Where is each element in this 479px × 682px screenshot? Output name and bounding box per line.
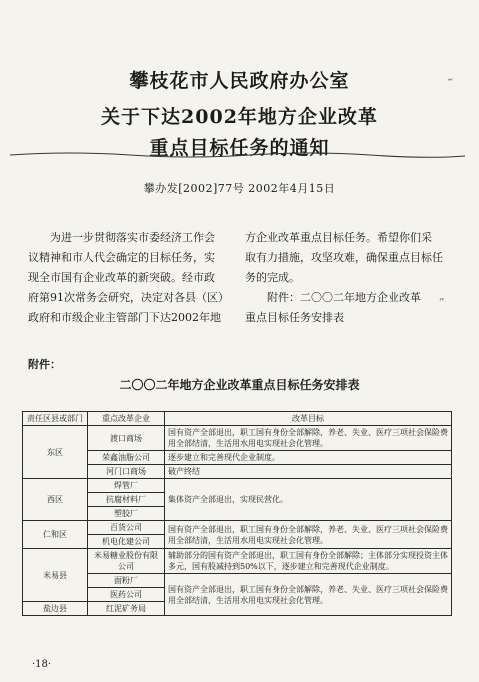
body-right-column bbox=[245, 228, 455, 328]
goal-cell: 破产终结 bbox=[165, 465, 452, 479]
enterprise-cell: 抗腐材料厂 bbox=[88, 493, 165, 507]
table-row bbox=[23, 574, 452, 588]
table-header: 责任区县或部门 bbox=[23, 412, 88, 426]
table-header: 重点改革企业 bbox=[88, 412, 165, 426]
title-divider bbox=[10, 149, 465, 161]
scan-mark: ˜ bbox=[447, 78, 454, 93]
attachment-line: 附件：二〇〇二年地方企业改革 bbox=[267, 291, 421, 304]
goal-cell: 辅助部分的国有资产全部退出，职工国有身份全部解除；主体部分实现投资主体多元，国有股减持到50%以下，逐步建立和完善现代企业制度。 bbox=[165, 549, 452, 574]
enterprise-cell: 机电化建公司 bbox=[88, 535, 165, 549]
table-row bbox=[23, 426, 452, 451]
body-line: 取有力措施，攻坚攻难，确保重点目标任 bbox=[245, 251, 443, 264]
goal-cell: 国有资产全部退出，职工国有身份全部解除，养老、失业、医疗三项社会保险费用全部结清，生活用水用电实现社会化管理。 bbox=[165, 574, 452, 616]
dept-cell: 东区 bbox=[23, 426, 88, 479]
goal-cell: 国有资产全部退出，职工国有身份全部解除，养老、失业、医疗三项社会保险费用全部结清，生活用水用电实现社会化管理。 bbox=[165, 426, 452, 451]
goal-cell: 逐步建立和完善现代企业制度。 bbox=[165, 451, 452, 465]
enterprise-cell: 渡口商场 bbox=[88, 426, 165, 451]
dept-cell: 米易县 bbox=[23, 549, 88, 602]
scan-mark: ˙ bbox=[448, 474, 455, 489]
attachment-line: 重点目标任务安排表 bbox=[245, 311, 344, 324]
document-title-line2: 关于下达2002年地方企业改革 bbox=[101, 106, 378, 128]
document-title-line1: 攀枝花市人民政府办公室 bbox=[129, 70, 350, 92]
goal-cell: 国有资产全部退出，职工国有身份全部解除，养老、失业、医疗三项社会保险费用全部结清，生活用水用电实现社会化管理。 bbox=[165, 521, 452, 549]
enterprise-cell: 医药公司 bbox=[88, 588, 165, 602]
scan-mark: ˝ bbox=[438, 298, 445, 313]
body-line: 务的完成。 bbox=[245, 271, 300, 284]
page-number: ·18· bbox=[32, 659, 52, 670]
table-row bbox=[23, 521, 452, 535]
document-number: 攀办发[2002]77号 2002年4月15日 bbox=[143, 182, 336, 195]
table-header-row bbox=[23, 412, 452, 426]
body-line: 为进一步贯彻落实市委经济工作会 bbox=[50, 231, 215, 244]
enterprise-cell: 河门口商场 bbox=[88, 465, 165, 479]
body-line: 府第91次常务会研究，决定对各县（区） bbox=[28, 291, 229, 304]
document-title-line3: 重点目标任务的通知 bbox=[149, 137, 330, 159]
goal-cell: 集体资产全部退出，实现民营化。 bbox=[165, 479, 452, 521]
table-row bbox=[23, 465, 452, 479]
enterprise-cell: 面粉厂 bbox=[88, 574, 165, 588]
task-table bbox=[22, 411, 452, 616]
body-line: 议精神和市人代会确定的目标任务，实 bbox=[28, 251, 215, 264]
body-left-column bbox=[28, 228, 233, 328]
enterprise-cell: 塑胶厂 bbox=[88, 507, 165, 521]
annex-label: 附件： bbox=[28, 358, 61, 371]
table-row bbox=[23, 479, 452, 493]
body-line: 政府和市级企业主管部门下达2002年地 bbox=[28, 311, 221, 324]
enterprise-cell: 百货公司 bbox=[88, 521, 165, 535]
dept-cell: 西区 bbox=[23, 479, 88, 521]
enterprise-cell: 红泥矿务局 bbox=[88, 602, 165, 616]
dept-cell: 盐边县 bbox=[23, 602, 88, 616]
annex-table-title: 二〇〇二年地方企业改革重点目标任务安排表 bbox=[119, 378, 360, 392]
table-row bbox=[23, 549, 452, 574]
body-line: 方企业改革重点目标任务。希望你们采 bbox=[245, 231, 432, 244]
enterprise-cell: 荣鑫油脂公司 bbox=[88, 451, 165, 465]
table-row bbox=[23, 451, 452, 465]
enterprise-cell: 米易糖业股份有限公司 bbox=[88, 549, 165, 574]
body-line: 现全市国有企业改革的新突破。经市政 bbox=[28, 271, 215, 284]
table-header: 改革目标 bbox=[165, 412, 452, 426]
dept-cell: 仁和区 bbox=[23, 521, 88, 549]
enterprise-cell: 焊管厂 bbox=[88, 479, 165, 493]
